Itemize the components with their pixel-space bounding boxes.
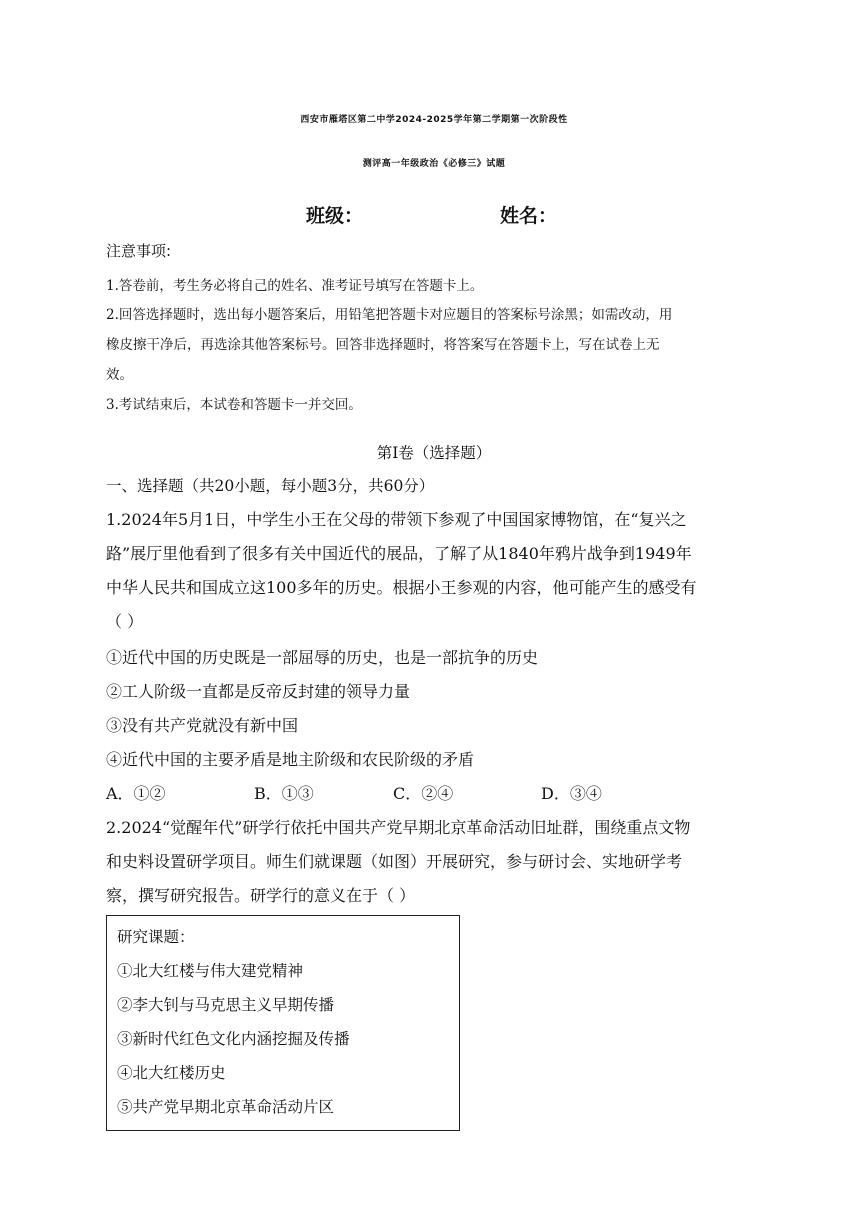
volume-title: 第Ⅰ卷（选择题） [376, 444, 492, 462]
question-1-choice-d: D．③④ [541, 784, 602, 803]
notice-item: 2.回答选择题时，选出每小题答案后，用铅笔把答题卡对应题目的答案标号涂黑；如需改动，用 [106, 307, 673, 323]
question-1-stem-line: 1.2024年5月1日，中学生小王在父母的带领下参观了中国国家博物馆，在“复兴之 [106, 510, 687, 529]
exam-title-line-1: 西安市雁塔区第二中学2024-2025学年第二学期第一次阶段性 [300, 115, 568, 125]
question-1-stem-line: 路”展厅里他看到了很多有关中国近代的展品，了解了从1840年鸦片战争到1949年 [106, 544, 692, 563]
question-1-statement: ③没有共产党就没有新中国 [106, 716, 299, 735]
notice-item: 效。 [106, 367, 133, 383]
question-2-stem-line: 察，撰写研究报告。研学行的意义在于（ ） [106, 886, 416, 905]
notice-item: 橡皮擦干净后，再选涂其他答案标号。回答非选择题时，将答案写在答题卡上，写在试卷上无 [106, 337, 660, 353]
research-topic-item: ⑤共产党早期北京革命活动片区 [117, 1098, 335, 1116]
research-topic-item: ③新时代红色文化内涵挖掘及传播 [117, 1030, 350, 1048]
question-1-statement: ②工人阶级一直都是反帝反封建的领导力量 [106, 682, 411, 701]
question-1-choice-c: C．②④ [393, 784, 454, 803]
question-1-statement: ①近代中国的历史既是一部屈辱的历史，也是一部抗争的历史 [106, 648, 539, 667]
question-1-choice-b: B．①③ [254, 784, 314, 803]
research-topic-item: ①北大红楼与伟大建党精神 [117, 962, 304, 980]
question-1-statement: ④近代中国的主要矛盾是地主阶级和农民阶级的矛盾 [106, 750, 475, 769]
class-label: 班级： [306, 205, 364, 227]
research-topic-item: ④北大红楼历史 [117, 1064, 226, 1082]
notice-item: 1.答卷前，考生务必将自己的姓名、准考证号填写在答题卡上。 [106, 278, 484, 294]
question-1-stem-line: （ ） [106, 612, 144, 631]
question-1-choice-a: A．①② [106, 784, 166, 803]
notice-item: 3.考试结束后，本试卷和答题卡一并交回。 [106, 397, 362, 413]
exam-title-line-2: 测评高一年级政治《必修三》试题 [362, 159, 506, 169]
name-label: 姓名： [500, 205, 558, 227]
notice-heading: 注意事项: [106, 242, 172, 260]
question-2-stem-line: 2.2024“觉醒年代”研学行依托中国共产党早期北京革命活动旧址群，围绕重点文物 [106, 818, 691, 837]
research-topics-heading: 研究课题： [117, 928, 195, 946]
question-1-stem-line: 中华人民共和国成立这100多年的历史。根据小王参观的内容，他可能产生的感受有 [106, 578, 697, 597]
part-title: 一、选择题（共20小题，每小题3分，共60分） [106, 477, 435, 495]
research-topics-box [106, 915, 460, 1131]
question-2-stem-line: 和史料设置研学项目。师生们就课题（如图）开展研究，参与研讨会、实地研学考 [106, 852, 683, 871]
research-topic-item: ②李大钊与马克思主义早期传播 [117, 996, 335, 1014]
